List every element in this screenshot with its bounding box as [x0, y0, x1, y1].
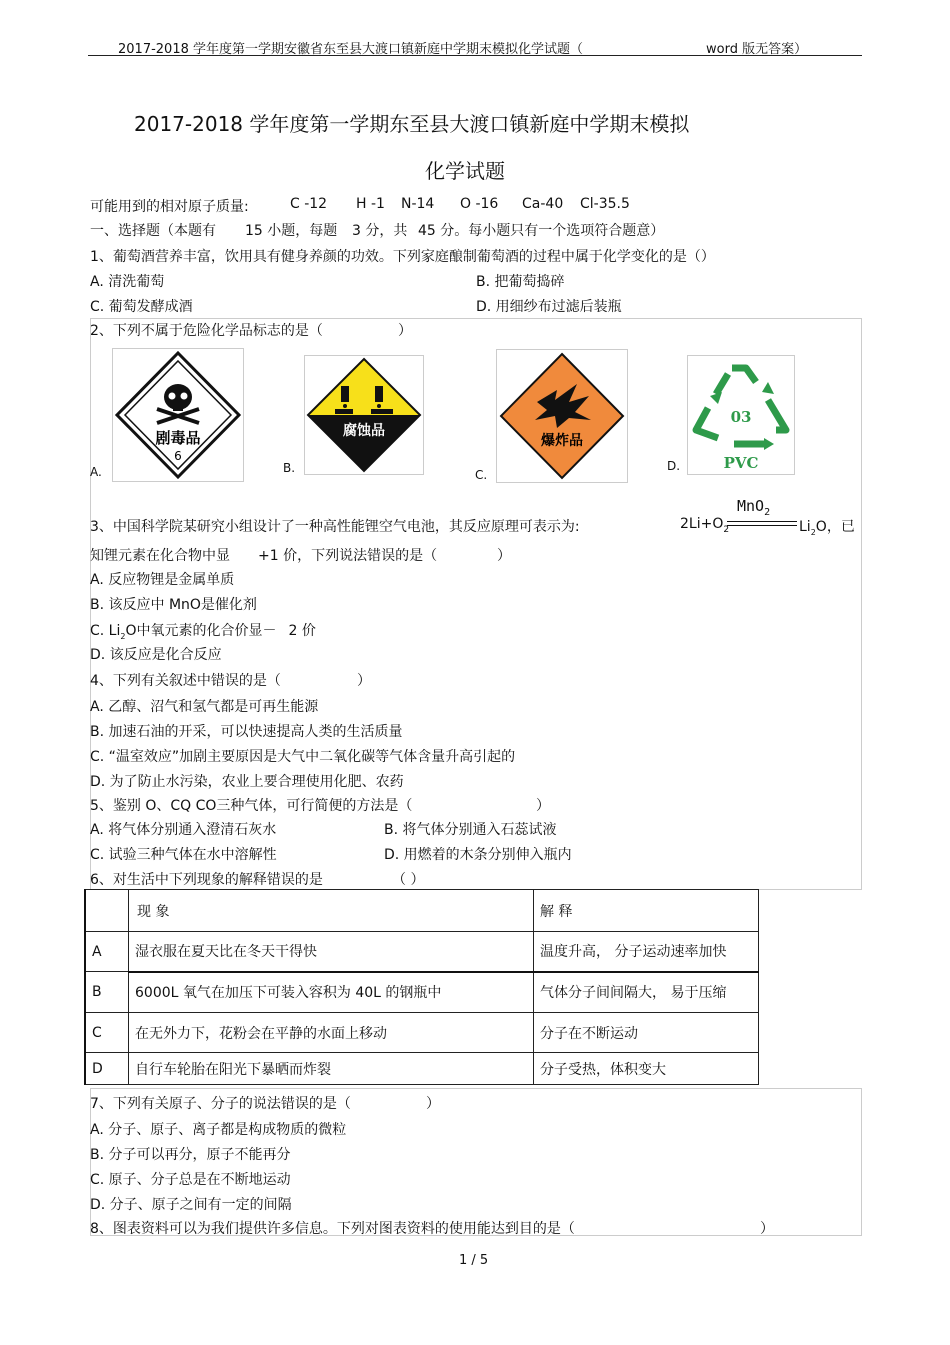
svg-text:爆炸品: 爆炸品 [541, 433, 583, 449]
svg-text:腐蚀品: 腐蚀品 [343, 423, 385, 439]
sign-a-toxic [112, 348, 244, 482]
atomic-mass-c: C -12 [290, 196, 328, 212]
row-phenomenon: 6000L 氧气在加压下可装入容积为 40L 的钢瓶中 [129, 972, 534, 1013]
page-title-line2: 化学试题 [425, 159, 505, 183]
q4-option-d: D. 为了防止水污染，农业上要合理使用化肥、农药 [90, 774, 404, 790]
q7-option-a: A. 分子、原子、离子都是构成物质的微粒 [90, 1122, 347, 1138]
running-header-left: 2017-2018 学年度第一学期安徽省东至县大渡口镇新庭中学期末模拟化学试题（ [118, 42, 583, 57]
page-number: 1 / 5 [459, 1253, 489, 1268]
atomic-mass-n: N-14 [401, 196, 435, 212]
q3-option-b: B. 该反应中 MnO是催化剂 [90, 597, 257, 613]
row-label: A [85, 932, 129, 972]
atomic-mass-h: H -1 [356, 196, 385, 212]
q3-equation-left: $2Li+O_2$ [680, 516, 730, 535]
q2-stem-close: ） [398, 323, 412, 339]
q1-option-d: D. 用细纱布过滤后装瓶 [476, 299, 622, 315]
atomic-mass-label: 可能用到的相对原子质量: [90, 199, 249, 215]
q7-stem-close: ） [426, 1096, 440, 1112]
q4-stem-close: ） [357, 673, 371, 689]
svg-text:PVC: PVC [723, 454, 759, 472]
q3-option-a: A. 反应物锂是金属单质 [90, 572, 235, 588]
q1-option-a: A. 清洗葡萄 [90, 274, 165, 290]
q5-option-d: D. 用燃着的木条分别伸入瓶内 [384, 847, 572, 863]
table-row [85, 972, 759, 1013]
section-heading-p2: 15 小题，每题 [245, 223, 338, 239]
table-cell [85, 890, 129, 932]
sign-c-explosive [496, 349, 628, 483]
q2-label-b: B. [283, 461, 296, 475]
q2-label-d: D. [667, 459, 681, 473]
row-explanation: 温度升高， 分子运动速率加快 [534, 932, 759, 972]
q3-stem-line2-b: +1 价，下列说法错误的是（ [258, 548, 438, 564]
q1-stem: 1、葡萄酒营养丰富，饮用具有健身养颜的功效。下列家庭酿制葡萄酒的过程中属于化学变化的是（） [90, 249, 715, 265]
table-header-explanation: 解 释 [534, 890, 759, 932]
svg-text:03: 03 [730, 408, 752, 426]
row-label: D [85, 1053, 129, 1085]
header-divider [88, 55, 862, 56]
sign-d-recycle [687, 355, 795, 475]
q3-stem: 3、中国科学院某研究小组设计了一种高性能锂空气电池，其反应原理可表示为: [90, 519, 580, 535]
q3-option-c: C. $Li_2O$中氧元素的化合价显－ 2 价 [90, 623, 316, 641]
section-heading-p4: 45 分。每小题只有一个选项符合题意） [418, 223, 665, 239]
table-row [85, 1053, 759, 1085]
q3-stem-line2-a: 知锂元素在化合物中显 [90, 548, 230, 564]
row-explanation: 分子受热，体积变大 [534, 1053, 759, 1085]
q4-option-a: A. 乙醇、沼气和氢气都是可再生能源 [90, 699, 319, 715]
table-header-phenomenon: 现 象 [129, 890, 534, 932]
section-heading-p1: 一、选择题（本题有 [90, 223, 216, 239]
row-explanation: 分子在不断运动 [534, 1013, 759, 1053]
q5-option-c: C. 试验三种气体在水中溶解性 [90, 847, 277, 863]
q3-stem-line2-c: ） [497, 548, 511, 564]
section-heading-p3: 3 分，共 [352, 223, 408, 239]
table-row [85, 932, 759, 972]
q1-option-b: B. 把葡萄捣碎 [476, 274, 565, 290]
q2-label-a: A. [90, 465, 102, 479]
table-header-row [85, 890, 759, 932]
sign-b-corrosive [304, 355, 424, 475]
q4-option-c: C. “温室效应”加剧主要原因是大气中二氧化碳等气体含量升高引起的 [90, 749, 516, 765]
q2-label-c: C. [475, 468, 488, 482]
q3-option-d: D. 该反应是化合反应 [90, 647, 222, 663]
q6-stem-paren: （ ） [392, 872, 425, 888]
running-header-right: word 版无答案） [706, 42, 808, 57]
q5-stem-close: ） [536, 798, 550, 814]
q6-stem: 6、对生活中下列现象的解释错误的是 [90, 872, 323, 888]
q4-stem: 4、下列有关叙述中错误的是（ [90, 673, 281, 689]
reaction-arrow-catalyst: MnO$_2$ [727, 497, 797, 529]
svg-text:6: 6 [174, 449, 182, 463]
svg-text:剧毒品: 剧毒品 [155, 429, 201, 447]
q5-stem: 5、鉴别 O、CQ CO三种气体，可行简便的方法是（ [90, 798, 413, 814]
row-explanation: 气体分子间间隔大， 易于压缩 [534, 972, 759, 1013]
q5-option-b: B. 将气体分别通入石蕊试液 [384, 822, 557, 838]
atomic-mass-ca: Ca-40 [522, 196, 564, 212]
q8-stem: 8、图表资料可以为我们提供许多信息。下列对图表资料的使用能达到目的是（ [90, 1221, 575, 1237]
atomic-mass-o: O -16 [460, 196, 499, 212]
q5-option-a: A. 将气体分别通入澄清石灰水 [90, 822, 277, 838]
row-phenomenon: 湿衣服在夏天比在冬天干得快 [129, 932, 534, 972]
recycle-triangle-icon [696, 368, 786, 444]
table-row [85, 1013, 759, 1053]
row-phenomenon: 在无外力下，花粉会在平静的水面上移动 [129, 1013, 534, 1053]
q2-stem: 2、下列不属于危险化学品标志的是（ [90, 323, 323, 339]
q6-table [84, 889, 759, 1085]
q7-stem: 7、下列有关原子、分子的说法错误的是（ [90, 1096, 351, 1112]
page-title-line1: 2017-2018 学年度第一学期东至县大渡口镇新庭中学期末模拟 [134, 112, 690, 136]
atomic-mass-cl: Cl-35.5 [580, 196, 630, 212]
q7-option-b: B. 分子可以再分，原子不能再分 [90, 1147, 291, 1163]
row-label: C [85, 1013, 129, 1053]
q4-option-b: B. 加速石油的开采，可以快速提高人类的生活质量 [90, 724, 403, 740]
q8-stem-close: ） [760, 1221, 774, 1237]
q1-option-c: C. 葡萄发酵成酒 [90, 299, 193, 315]
q3-equation-right: $Li_2O$，已 [799, 519, 855, 537]
row-phenomenon: 自行车轮胎在阳光下暴晒而炸裂 [129, 1053, 534, 1085]
q7-option-d: D. 分子、原子之间有一定的间隔 [90, 1197, 292, 1213]
row-label: B [85, 972, 129, 1013]
q7-option-c: C. 原子、分子总是在不断地运动 [90, 1172, 291, 1188]
